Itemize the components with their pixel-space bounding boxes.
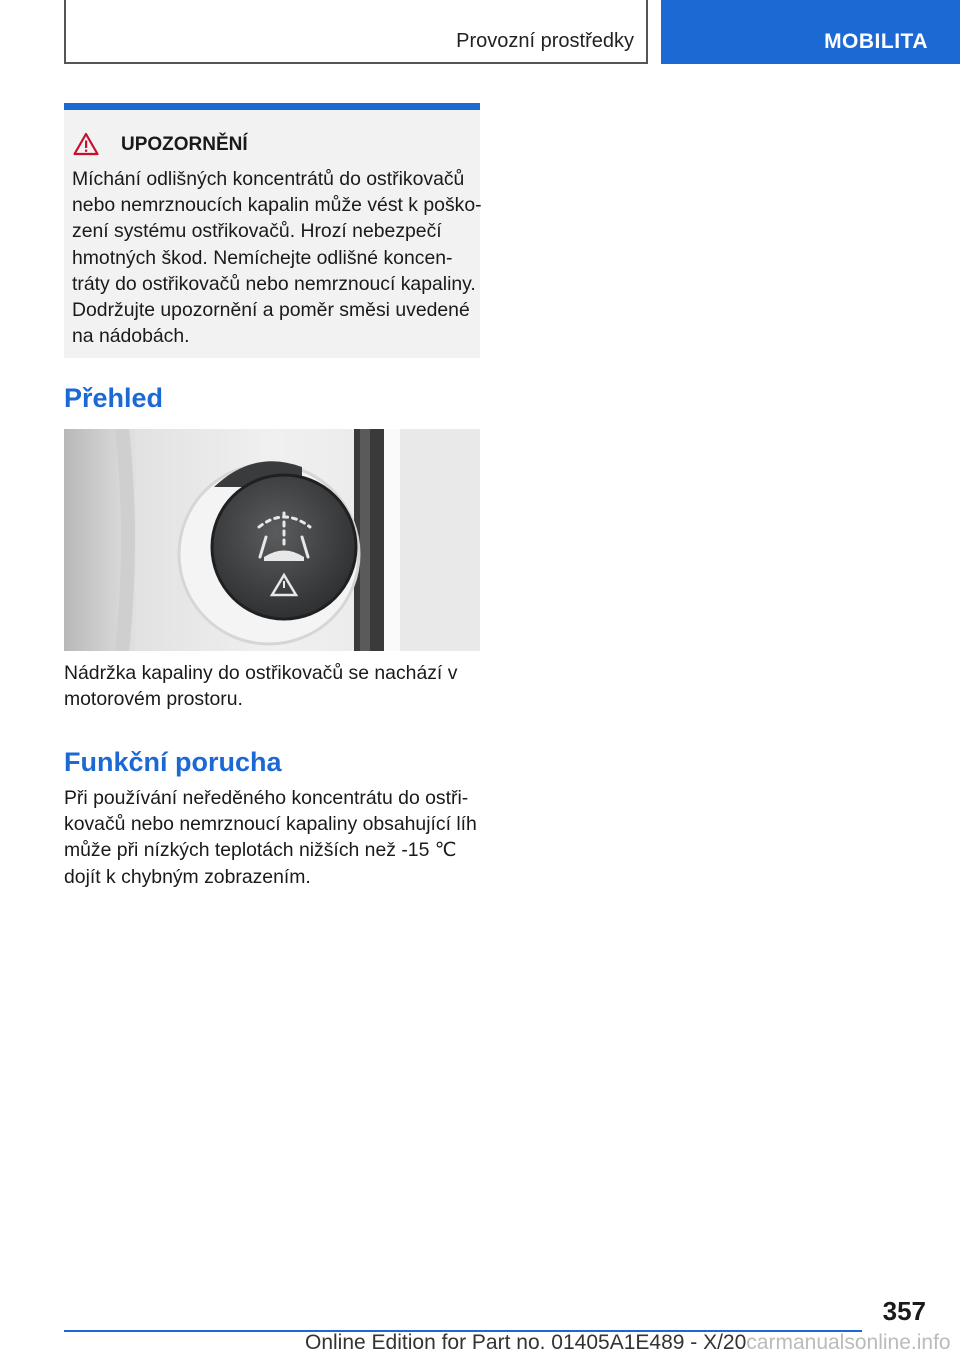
- malfunction-line: dojít k chybným zobrazením.: [64, 865, 311, 888]
- warning-text: [72, 166, 482, 349]
- warning-line: zení systému ostřikovačů. Hrozí nebezpečí: [72, 220, 442, 243]
- caption-line: Nádržka kapaliny do ostřikovačů se nachází v: [64, 662, 458, 684]
- warning-line: nebo nemrznoucích kapalin může vést k poško-: [72, 194, 482, 217]
- header-section-box: [64, 0, 648, 64]
- footer-edition-text: Online Edition for Part no. 01405A1E489 - X/20: [305, 1331, 747, 1354]
- footer-watermark: carmanualsonline.info: [746, 1331, 951, 1354]
- header-chapter-title: MOBILITA: [824, 30, 928, 53]
- warning-line: Dodržujte upozornění a poměr směsi uvedené: [72, 299, 470, 322]
- warning-line: tráty do ostřikovačů nebo nemrznoucí kapaliny.: [72, 272, 476, 295]
- washer-cap-illustration: [64, 429, 480, 651]
- overview-caption: [64, 660, 474, 712]
- caption-line: motorovém prostoru.: [64, 688, 243, 711]
- overview-heading: Přehled: [64, 383, 164, 413]
- malfunction-line: Při používání neředěného koncentrátu do ostři-: [64, 787, 469, 809]
- washer-reservoir-photo: [64, 429, 480, 651]
- warning-box: [64, 103, 480, 358]
- page-number: 357: [882, 1296, 926, 1326]
- malfunction-line: kovačů nebo nemrznoucí kapaliny obsahující líh: [64, 813, 477, 836]
- malfunction-line: může při nízkých teplotách nižších než -15 ℃: [64, 839, 457, 862]
- warning-line: na nádobách.: [72, 325, 190, 348]
- warning-line: Míchání odlišných koncentrátů do ostřikovačů: [72, 168, 465, 190]
- footer-edition: [305, 1331, 951, 1355]
- warning-title: UPOZORNĚNÍ: [121, 134, 248, 155]
- warning-line: hmotných škod. Nemíchejte odlišné koncen-: [72, 246, 453, 269]
- malfunction-text: [64, 785, 477, 890]
- malfunction-heading: Funkční porucha: [64, 747, 282, 777]
- header-section-title: Provozní prostředky: [456, 30, 634, 52]
- header-chapter-tab: [661, 0, 960, 64]
- warning-triangle-icon: [73, 132, 99, 156]
